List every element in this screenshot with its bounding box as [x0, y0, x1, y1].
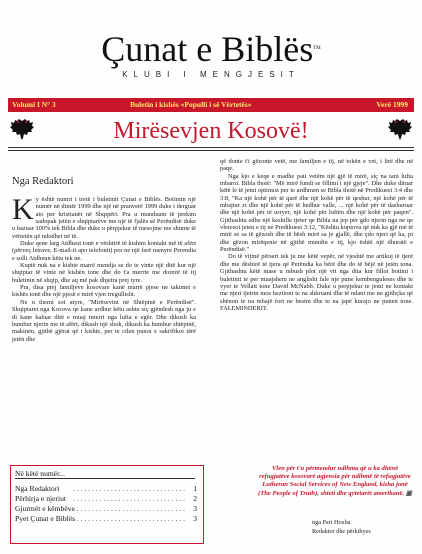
toc-dots: . . . . . . . . . . . . . . . . . . . . . . . . . . . . . . [73, 504, 186, 513]
table-of-contents [10, 465, 204, 544]
paragraph: Pra, disa prej familjeve kosovare kanë marrë pjese ne takimet e kishës tonë dhe një pjesë e mirë vjen rregullisht. [12, 284, 196, 299]
paragraph: që donte t'i gëzonte vetë, me familjen e tij, në tokën e vet, i lirë dhe në paqe. [220, 158, 413, 173]
double-headed-eagle-icon [387, 117, 413, 141]
headline-rule-top [8, 147, 414, 148]
paragraph: Do të vijmë përseri tek ju me këtë vepër, në vjeshtë me artikuj të tjerë dhe me dëshirë të tjera që Perëndia ka bërë dhe do të bëjë në jetën tona. Gjithashtu këtë mase u mbush plot një vit nga dita kur filloi botimi i buletinit te per muajshem ne anglisht fale nje pune kembenguleses dhe te vyer te Vellait tone David McNabb. Duke u perpjekur te jemi ne kontakt me njeri tjetrin mos hezitoni te na shkruani dhe të ndani me ne gjithçka që shënon te na mbajë fort ne besim dhe te na japë kurajo ne punen tone. FALEMINDERIT. [220, 253, 413, 312]
toc-page: 3 [193, 514, 197, 523]
drop-cap: K [12, 193, 34, 226]
toc-dots: . . . . . . . . . . . . . . . . . . . . . . . . . . . . . . [73, 484, 186, 493]
right-column [220, 158, 413, 454]
headline: Mirësevjen Kosovë! [113, 118, 309, 144]
double-headed-eagle-icon [9, 117, 35, 141]
refugee-note: Vlen për t'u përmendur ndihma që u ka dhënë refugjatëve kosovarë agjensia për ndihmë të refugjatëve Lutheran Social Services of New England, kisha jonë (The People of Truth), shteti dhe qytetarët amerikanë. ▣ [258, 465, 412, 497]
issue-bar [8, 98, 414, 112]
toc-page: 3 [193, 504, 197, 513]
toc-item-label: Përhirja e njeriut [15, 494, 67, 503]
toc-item [15, 504, 197, 513]
small-book-icon: ▣ [405, 489, 412, 497]
signature-name: nga Pari Hoxha [312, 519, 351, 526]
left-column [12, 193, 196, 458]
toc-dots: . . . . . . . . . . . . . . . . . . . . . . . . . . . . . . [73, 494, 186, 503]
paragraph: Ne u themi sot atyre, "Mirësevini në Shtëpinë e Perëndisë". Shqiptaret nga Kosova qe kane ardhur këtu ashtu siç gjëndesh nga ju e di kane kaluar ditë e muaj tmerri nga lufta e egër. Dhe dikush ka humbur njerin me të afërt, dikush një shok, dikush ka humbur shtëpinë, makinën, gjithë gjërat që i kishte, per te cilen punoi e sakrifikoi tërë jetën dhe [12, 298, 196, 343]
paragraph: Nga kjo e keqe e madhe pati vetëm një gjë të mirë, siç na tani lufta mbaroi. Bibla thotë: "Më mirë fundi se fillimi i një gjeje". Dhe duke dituar këtë le të jemi optimist per te ardhmen se Bibla thotë në Predikuesi 3:4 dhe 3:8, "Ka një kohë për të qarë dhe një kohë për të qeshur, një kohë për të mbajtur zi dhe një kohë për të hedhur valle, ... një kohë për të dashuruar dhe një kohë për të urryer, një kohë për luftën dhe një kohë për paqen". Gjithashtu edhe një keshille tjeter qe Bibla na jep për gdo njerin nga ne qe vleresoi jeten e tij ne Predikuesi 3:12, "Kështu kuptova që nuk ka gjë më të mirë se sa të gëzosh dhe të bësh mirë sa je gjallë, dhe çdo njeri që ha, pi dhe gëzon mirëqenie në gjithë mundin e tij, kjo është një dhuratë e Perëndisë." [220, 172, 413, 254]
paragraph: Ky është numri i tretë i buletinit Çunat e Biblës. Botimin një numër në dimër 1999 dhe një në pranverë 1999 duke i derguar ato per kristianët në Shqipëri. Pra u munduam të prekim sadopak jetën e shqiptarëve me një të fjalës së Perëndisë duke u bazuar 100% tek Bibla dhe duke u përpjekur të mesojme me shume të vërtetën që ndodhet në të. [12, 193, 196, 240]
season-label: Verë 1999 [376, 100, 408, 109]
toc-divider [15, 478, 195, 479]
volume-label: Volumi I N° 3 [12, 100, 56, 109]
paragraph: Kuptë nuk na e kishte marrë mendja se do te vinte një ditë kur një shqiptar të vinte në kishën tone dhe do t'a merrte me dorezë të tij buletinin në shqip, dhe aq më pak dhjetra prej tyre. [12, 262, 196, 284]
toc-item-label: Nga Redaktori [15, 484, 60, 493]
headline-rule-bottom [8, 150, 414, 151]
toc-item [15, 494, 197, 503]
masthead-title: Çunat e Biblës™ [101, 29, 321, 69]
signature-role: Redaktor dhe përkthyes [312, 528, 371, 535]
toc-item [15, 484, 197, 493]
section-heading: Nga Redaktori [12, 176, 74, 187]
toc-title: Në këtë numër... [15, 469, 65, 478]
toc-dots: . . . . . . . . . . . . . . . . . . . . . . . . . . . . . . [73, 514, 186, 523]
paragraph: Duke qene larg Atdheut tonë e vështirë të kishim kontakt më të afërt (përveç letrave, E-mail-it apo telefonit) por ne një farë menyre Perendia e solli Atdheun këtu tek ne. [12, 240, 196, 262]
toc-item-label: Gjurmët e këmbëve [15, 504, 75, 513]
toc-page: 2 [193, 494, 197, 503]
masthead-subtitle: KLUBI I MENGJESIT [122, 70, 300, 79]
toc-item [15, 514, 197, 523]
toc-item-label: Pyet Çunat e Biblës [15, 514, 76, 523]
trademark: TM [313, 46, 321, 51]
bulletin-label: Buletin i kishës «Populli i së Vërtetës» [130, 100, 252, 109]
toc-page: 1 [193, 484, 197, 493]
